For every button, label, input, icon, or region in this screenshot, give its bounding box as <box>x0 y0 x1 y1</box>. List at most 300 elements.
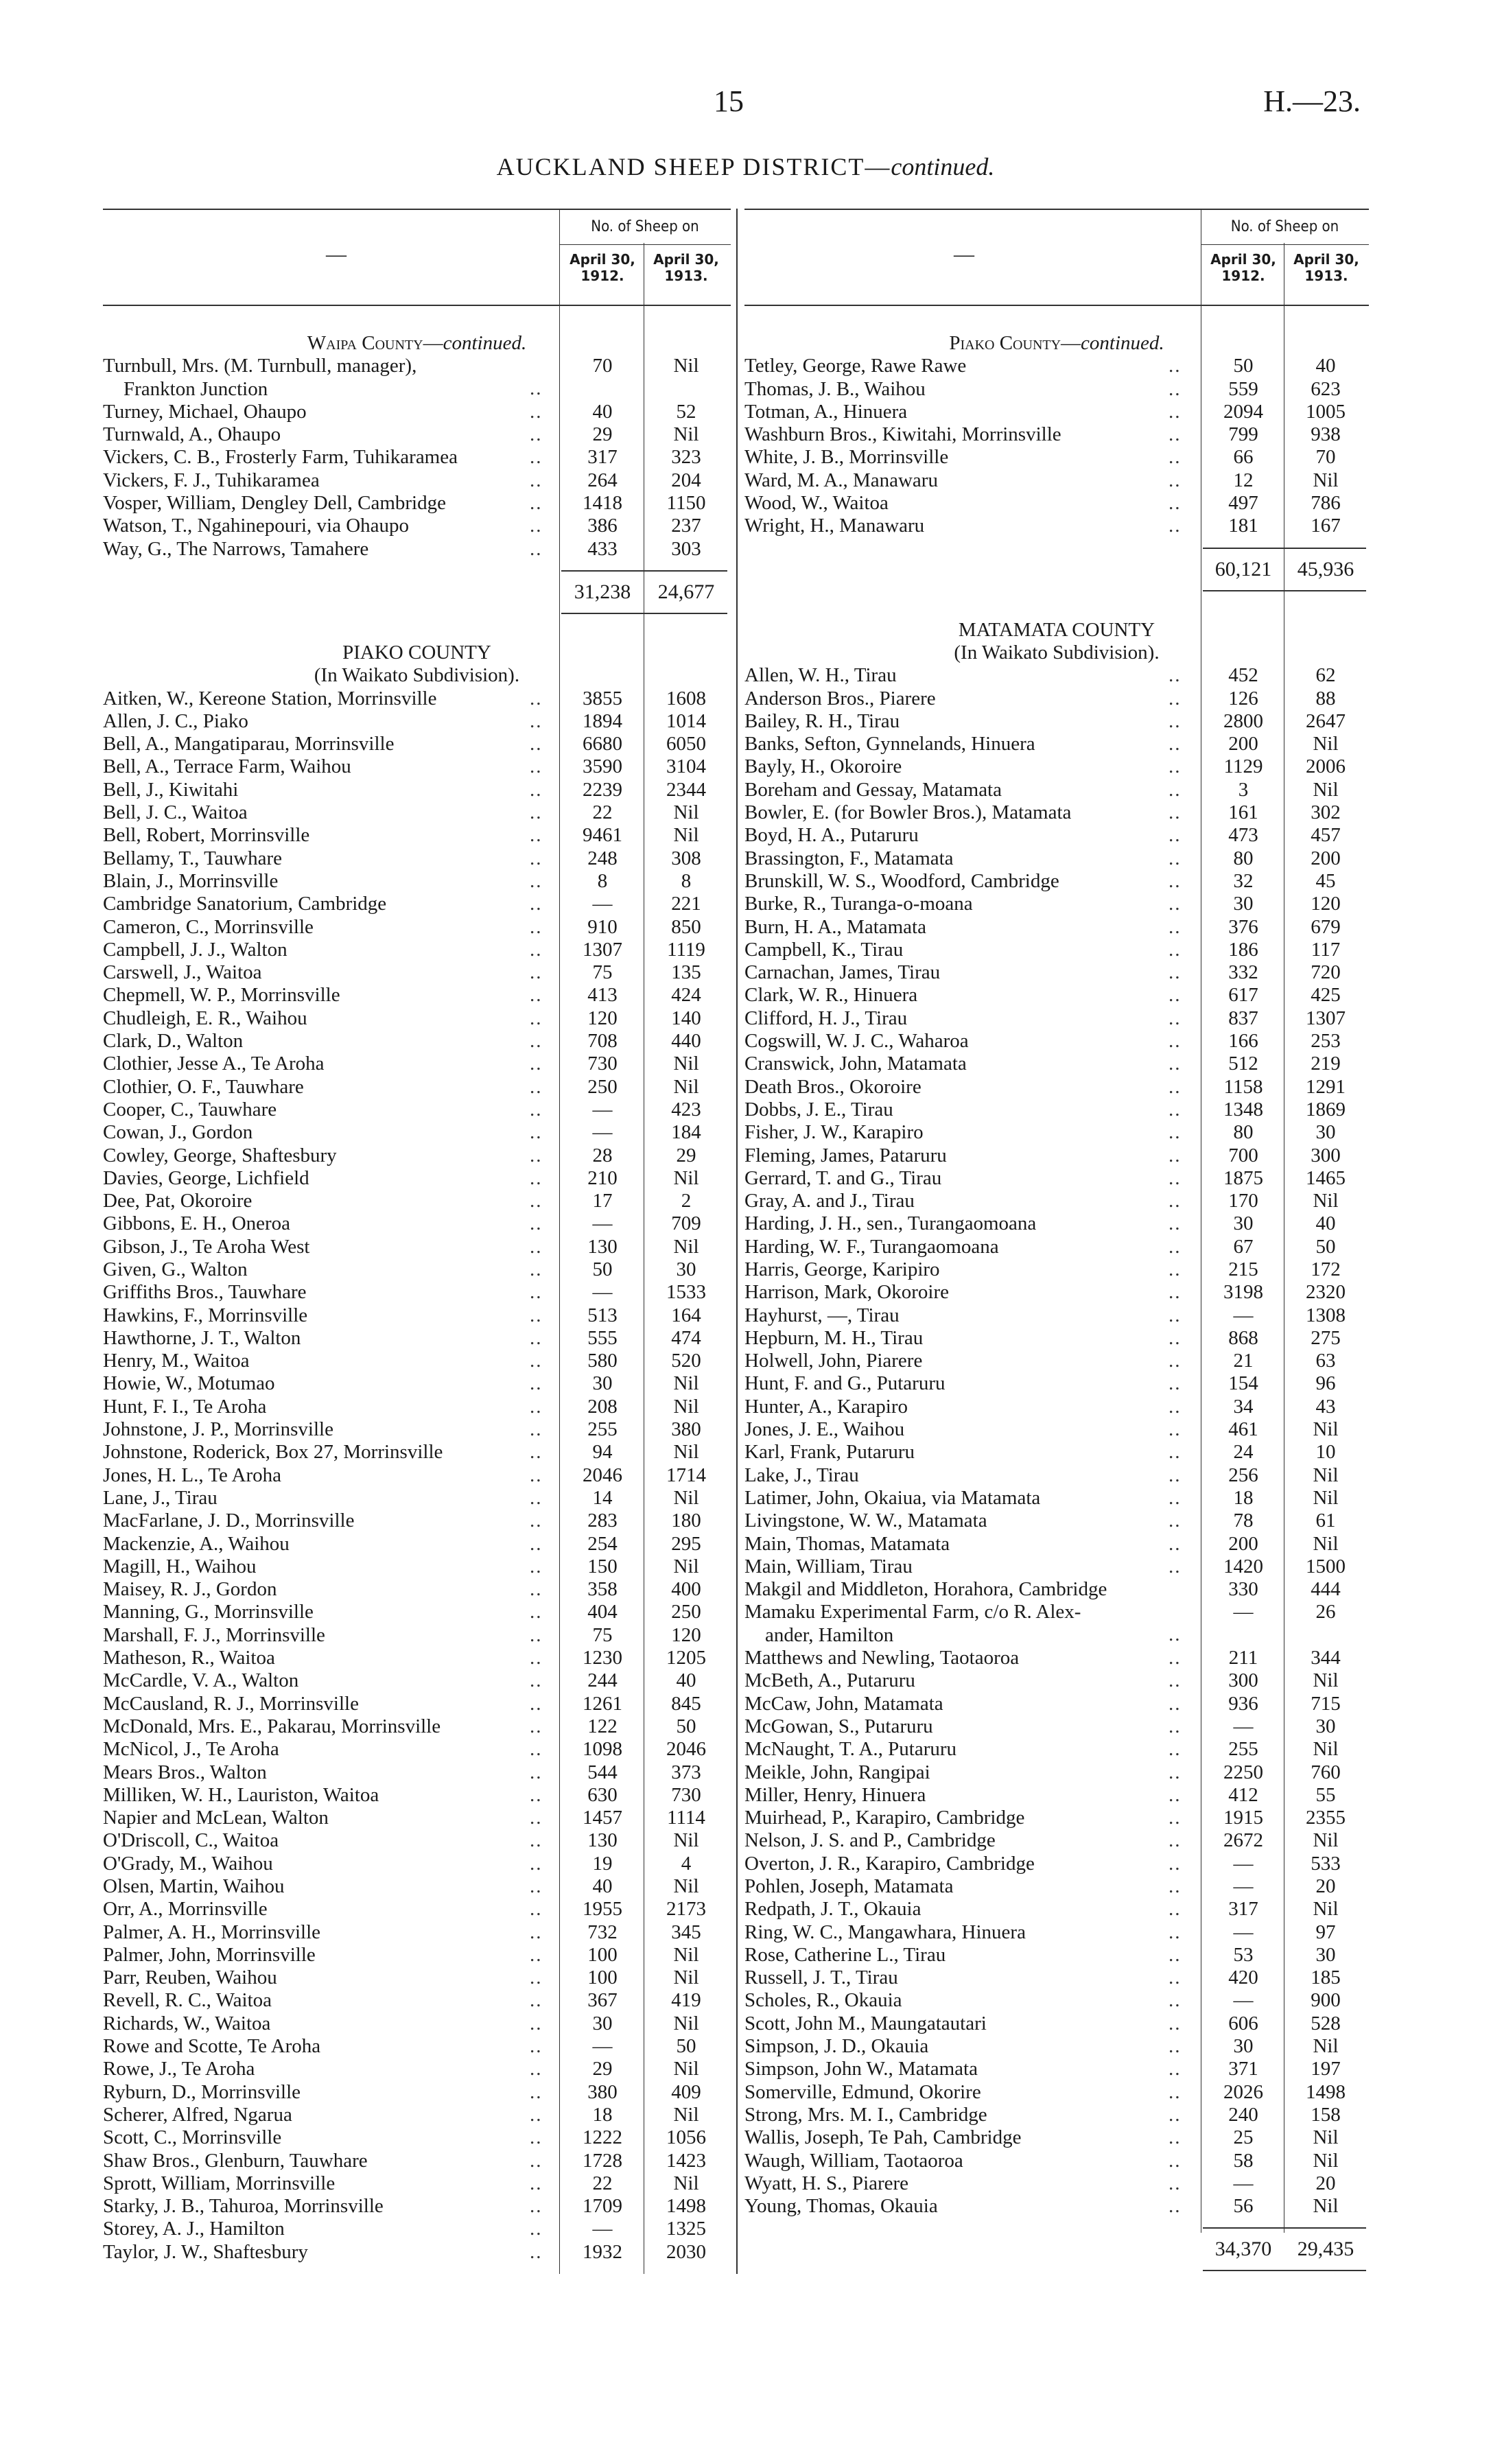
leader-dots: .. <box>530 1555 543 1577</box>
entry-name <box>103 916 542 939</box>
sheep-1912: 126 <box>1228 687 1258 709</box>
leader-dots: .. <box>1169 1486 1182 1509</box>
right-table-body <box>744 306 1369 2271</box>
leader-dots: .. <box>1169 1921 1182 1943</box>
sheep-1912: 208 <box>587 1395 618 1418</box>
matamata-row <box>744 1738 1369 1761</box>
leader-dots: .. <box>530 709 543 732</box>
matamata-row <box>744 1053 1369 1075</box>
piako-row <box>103 1784 731 1807</box>
sheep-1913: 275 <box>1311 1326 1341 1349</box>
matamata-row <box>744 2013 1369 2035</box>
entry-name-line1: Boreham and Gessay, Matamata <box>744 778 1002 801</box>
sheep-1912: 6680 <box>583 733 622 755</box>
entry-name-line1: Gibson, J., Te Aroha West <box>103 1235 310 1258</box>
sheep-1913: 237 <box>671 515 701 537</box>
waipa-county-heading-text: Waipa County— <box>307 332 443 354</box>
sheep-1913: Nil <box>1313 2126 1339 2149</box>
entry-name <box>103 1099 542 1121</box>
sheep-1913: Nil <box>1313 1486 1339 1509</box>
piako-row <box>103 2218 731 2240</box>
sheep-1912: 367 <box>587 1989 618 2012</box>
sheep-1913: Nil <box>1313 1669 1339 1692</box>
entry-name-line1: Vickers, C. B., Frosterly Farm, Tuhikaramea <box>103 446 458 469</box>
left-table-body <box>103 306 731 2264</box>
sheep-1913: 70 <box>1315 446 1336 469</box>
sheep-1912: 32 <box>1233 869 1254 892</box>
leader-dots: .. <box>530 1326 543 1349</box>
sheep-1912: 40 <box>592 1875 613 1897</box>
entry-name-line1: Scholes, R., Okauia <box>744 1989 902 2012</box>
piako-row <box>103 1875 731 1898</box>
sheep-1913: 180 <box>671 1510 701 1532</box>
leader-dots: .. <box>530 2126 543 2149</box>
sheep-1912: 80 <box>1233 1121 1254 1144</box>
sheep-1912: 317 <box>1228 1898 1258 1921</box>
entry-name <box>744 2013 1184 2035</box>
sheep-1913: 400 <box>671 1578 701 1601</box>
sheep-1913: Nil <box>1313 2195 1339 2218</box>
entry-name-line1: Holwell, John, Piarere <box>744 1350 923 1372</box>
sheep-1913: 20 <box>1315 2172 1336 2194</box>
sheep-1913: 1869 <box>1306 1098 1346 1120</box>
sheep-1912: 473 <box>1228 824 1258 847</box>
piako-row <box>103 1304 731 1327</box>
entry-name-line1: Manning, G., Morrinsville <box>103 1601 314 1623</box>
entry-name-line1: Olsen, Martin, Waihou <box>103 1875 285 1897</box>
leader-dots: .. <box>1169 915 1182 938</box>
leader-dots: .. <box>530 687 543 709</box>
sheep-1913: 8 <box>681 869 692 892</box>
leader-dots: .. <box>1169 400 1182 423</box>
entry-name-line1: Scott, C., Morrinsville <box>103 2126 282 2149</box>
sheep-1913: 20 <box>1315 1875 1336 1897</box>
entry-name-line1: Fleming, James, Pataruru <box>744 1144 947 1166</box>
leader-dots: .. <box>1169 1235 1182 1258</box>
entry-name-line1: Scherer, Alfred, Ngarua <box>103 2103 292 2126</box>
sheep-1912: — <box>592 2035 613 2058</box>
entry-name-line2: Frankton Junction <box>124 377 268 400</box>
entry-name-line1: Hayhurst, —, Tirau <box>744 1304 900 1326</box>
sheep-1913: Nil <box>673 2103 699 2126</box>
entry-name <box>744 893 1184 915</box>
sheep-1913: 40 <box>1315 1212 1336 1235</box>
sheep-1913: 300 <box>1311 1144 1341 1166</box>
entry-name <box>103 1738 542 1761</box>
piako-row <box>103 1076 731 1099</box>
sheep-1912: 210 <box>587 1166 618 1189</box>
sheep-1913: 50 <box>676 1715 696 1737</box>
sheep-1912: 8 <box>597 869 608 892</box>
leader-dots: .. <box>1169 1304 1182 1326</box>
sheep-1913: Nil <box>673 1875 699 1897</box>
entry-name <box>744 1281 1184 1304</box>
entry-name <box>744 710 1184 733</box>
entry-name <box>744 1510 1184 1532</box>
sheep-1912: 70 <box>592 355 613 377</box>
piako-row <box>103 961 731 984</box>
matamata-row <box>744 847 1369 870</box>
entry-name <box>103 492 542 515</box>
entry-name-line1: Carswell, J., Waitoa <box>103 961 262 984</box>
sheep-1913: Nil <box>1313 1829 1339 1852</box>
sheep-1912: 1307 <box>583 938 622 961</box>
sheep-1913: Nil <box>1313 1898 1339 1921</box>
sheep-1913: 1307 <box>1306 1007 1346 1029</box>
piako-county-cont-heading-cont: continued. <box>1081 332 1164 354</box>
sheep-1912: 1955 <box>583 1898 622 1921</box>
sheep-1912: 56 <box>1233 2195 1254 2218</box>
sheep-1913: 1119 <box>667 938 705 961</box>
entry-name-line1: Fisher, J. W., Karapiro <box>744 1121 924 1144</box>
sheep-1912: 30 <box>592 2012 613 2034</box>
leader-dots: .. <box>1169 2058 1182 2080</box>
sheep-1912: — <box>1233 1601 1254 1623</box>
sheep-1912: 730 <box>587 1053 618 1075</box>
leader-dots: .. <box>1169 1098 1182 1120</box>
entry-name-line1: Magill, H., Waihou <box>103 1555 257 1577</box>
sheep-1912: 617 <box>1228 984 1258 1007</box>
sheep-1912: 22 <box>592 2172 613 2194</box>
entry-name <box>103 2150 542 2172</box>
sheep-1913: 45 <box>1315 869 1336 892</box>
sheep-1912: 1915 <box>1223 1807 1263 1829</box>
entry-name-line1: Aitken, W., Kereone Station, Morrinsville <box>103 687 437 709</box>
entry-name <box>744 1464 1184 1487</box>
entry-name <box>744 733 1184 755</box>
entry-name <box>744 2126 1184 2149</box>
entry-name <box>744 664 1184 687</box>
sheep-1912: 250 <box>587 1075 618 1098</box>
entry-name <box>103 1372 542 1395</box>
sheep-1912: 18 <box>592 2103 613 2126</box>
leader-dots: .. <box>530 2195 543 2218</box>
entry-name <box>744 2058 1184 2080</box>
sheep-1912: 371 <box>1228 2058 1258 2080</box>
sheep-1912: 80 <box>1233 847 1254 869</box>
matamata-row <box>744 1669 1369 1692</box>
sheep-1913: 1465 <box>1306 1166 1346 1189</box>
leader-dots: .. <box>530 1486 543 1509</box>
leader-dots: .. <box>1169 1395 1182 1418</box>
sheep-1912: — <box>592 1212 613 1235</box>
entry-name <box>744 2150 1184 2172</box>
entry-name-line1: Hawthorne, J. T., Walton <box>103 1326 301 1349</box>
sheep-1912: 3 <box>1238 778 1249 801</box>
entry-name-line1: Latimer, John, Okaiua, via Matamata <box>744 1486 1041 1509</box>
waipa-total-1913: 24,677 <box>657 580 715 603</box>
entry-name-line1: Allen, J. C., Piako <box>103 709 248 732</box>
leader-dots: .. <box>1169 1967 1182 1989</box>
matamata-row <box>744 2150 1369 2172</box>
entry-name-line1: Chudleigh, E. R., Waihou <box>103 1007 307 1029</box>
piako-row <box>103 2058 731 2080</box>
leader-dots: .. <box>1169 1350 1182 1372</box>
entry-name-line1: McCaw, John, Matamata <box>744 1692 943 1715</box>
entry-name <box>103 2218 542 2240</box>
sheep-1912: 555 <box>587 1326 618 1349</box>
piako-cont-row <box>744 401 1369 423</box>
sheep-1912: 58 <box>1233 2149 1254 2172</box>
matamata-row <box>744 1601 1369 1647</box>
leader-dots: .. <box>530 2172 543 2194</box>
entry-name <box>103 1281 542 1304</box>
entry-name <box>103 824 542 847</box>
piako-row <box>103 1647 731 1669</box>
leader-dots: .. <box>1169 377 1182 400</box>
sheep-1912: 25 <box>1233 2126 1254 2149</box>
entry-name-line1: Simpson, J. D., Okauia <box>744 2035 929 2058</box>
sheep-1913: Nil <box>1313 1464 1339 1486</box>
waipa-row <box>103 515 731 537</box>
entry-name <box>744 1601 1184 1647</box>
sheep-count-group-header-right: No. of Sheep on <box>1201 210 1369 245</box>
entry-name <box>744 1030 1184 1053</box>
piako-row <box>103 824 731 847</box>
piako-cont-row <box>744 355 1369 377</box>
entry-name-line1: Jones, H. L., Te Aroha <box>103 1464 282 1486</box>
piako-row <box>103 1167 731 1190</box>
entry-name <box>744 1738 1184 1761</box>
sheep-1913: 850 <box>671 915 701 938</box>
sheep-1913: 845 <box>671 1692 701 1715</box>
entry-name-line1: Allen, W. H., Tirau <box>744 664 897 687</box>
sheep-1913: 323 <box>671 446 701 469</box>
entry-name-line1: Starky, J. B., Tahuroa, Morrinsville <box>103 2195 384 2218</box>
entry-name <box>744 1556 1184 1578</box>
sheep-1912: 28 <box>592 1144 613 1166</box>
matamata-row <box>744 1898 1369 1921</box>
entry-name <box>103 1669 542 1692</box>
sheep-1913: 50 <box>676 2035 696 2058</box>
sheep-1912: 130 <box>587 1235 618 1258</box>
entry-name <box>744 2195 1184 2218</box>
sheep-1912: 75 <box>592 961 613 984</box>
piako-total-1912: 60,121 <box>1214 557 1272 580</box>
sheep-1913: 302 <box>1311 801 1341 824</box>
leader-dots: .. <box>1169 1761 1182 1783</box>
sheep-1913: 250 <box>671 1601 701 1623</box>
leader-dots: .. <box>1169 1212 1182 1235</box>
entry-name <box>103 2013 542 2035</box>
leader-dots: .. <box>1169 1464 1182 1486</box>
leader-dots: .. <box>530 1144 543 1166</box>
entry-name <box>744 1875 1184 1898</box>
entry-name-line1: Cranswick, John, Matamata <box>744 1053 967 1075</box>
sheep-1912: 181 <box>1228 515 1258 537</box>
leader-dots: .. <box>1169 1555 1182 1577</box>
entry-name-line1: Wright, H., Manawaru <box>744 515 925 537</box>
leader-dots: .. <box>530 847 543 869</box>
sheep-1912: 161 <box>1228 801 1258 824</box>
leader-dots: .. <box>1169 801 1182 824</box>
sheep-1913: 1498 <box>666 2195 706 2218</box>
entry-name <box>103 446 542 469</box>
entry-name <box>103 1761 542 1784</box>
entry-name-line1: Boyd, H. A., Putaruru <box>744 824 919 847</box>
sheep-1913: 1714 <box>666 1464 706 1486</box>
sheep-1913: 10 <box>1315 1441 1336 1464</box>
sheep-1912: — <box>592 1098 613 1120</box>
sheep-1912: 256 <box>1228 1464 1258 1486</box>
matamata-row <box>744 984 1369 1007</box>
leader-dots: .. <box>530 1212 543 1235</box>
leader-dots: .. <box>1169 869 1182 892</box>
piako-row <box>103 1601 731 1623</box>
sheep-1913: 172 <box>1311 1258 1341 1280</box>
sheep-1913: 1533 <box>666 1281 706 1304</box>
leader-dots: .. <box>530 2240 543 2263</box>
entry-name <box>744 1327 1184 1350</box>
entry-name-line1: Turney, Michael, Ohaupo <box>103 400 307 423</box>
entry-name-line1: Cogswill, W. J. C., Waharoa <box>744 1030 969 1053</box>
piako-row <box>103 1099 731 1121</box>
piako-cont-row <box>744 515 1369 537</box>
leader-dots: .. <box>1169 515 1182 537</box>
piako-row <box>103 1533 731 1556</box>
entry-name <box>744 401 1184 423</box>
sheep-1913: 185 <box>1311 1967 1341 1989</box>
sheep-1912: 386 <box>587 515 618 537</box>
leader-dots: .. <box>1169 1166 1182 1189</box>
leader-dots: .. <box>530 1098 543 1120</box>
leader-dots: .. <box>530 492 543 515</box>
leader-dots: .. <box>530 423 543 446</box>
matamata-total <box>1203 2227 1366 2271</box>
entry-name <box>103 1693 542 1715</box>
leader-dots: .. <box>530 1030 543 1053</box>
entry-name <box>103 355 542 401</box>
sheep-1912: 12 <box>1233 469 1254 491</box>
entry-name <box>744 469 1184 492</box>
leader-dots: .. <box>1169 1532 1182 1555</box>
matamata-row <box>744 1121 1369 1144</box>
entry-name-line1: Waugh, William, Taotaoroa <box>744 2149 963 2172</box>
piako-row <box>103 1236 731 1258</box>
sheep-1912: 94 <box>592 1441 613 1464</box>
entry-name <box>744 1372 1184 1395</box>
entry-name-line1: Gibbons, E. H., Oneroa <box>103 1212 291 1235</box>
leader-dots: .. <box>1169 2103 1182 2126</box>
entry-name-line1: Johnstone, Roderick, Box 27, Morrinsville <box>103 1441 443 1464</box>
entry-name-line1: Palmer, John, Morrinsville <box>103 1943 316 1966</box>
sheep-1912: 9461 <box>583 824 622 847</box>
sheep-1913: 1498 <box>1306 2080 1346 2103</box>
sheep-1913: 221 <box>671 893 701 915</box>
matamata-row <box>744 961 1369 984</box>
entry-name <box>744 1167 1184 1190</box>
entry-name-line1: Matheson, R., Waitoa <box>103 1647 275 1669</box>
entry-name-line1: Dee, Pat, Okoroire <box>103 1190 253 1212</box>
sheep-1913: 1608 <box>666 687 706 709</box>
piako-row <box>103 1007 731 1030</box>
sheep-1913: Nil <box>1313 1738 1339 1761</box>
sheep-1912: 29 <box>592 423 613 446</box>
sheep-1913: 30 <box>1315 1715 1336 1737</box>
sheep-1912: 380 <box>587 2080 618 2103</box>
piako-row <box>103 1121 731 1144</box>
leader-dots: .. <box>530 1967 543 1989</box>
entry-name-line1: Overton, J. R., Karapiro, Cambridge <box>744 1852 1035 1875</box>
matamata-row <box>744 870 1369 893</box>
entry-name <box>744 916 1184 939</box>
entry-name-line1: Davies, George, Lichfield <box>103 1166 309 1189</box>
sheep-1913: 40 <box>676 1669 696 1692</box>
matamata-row <box>744 1007 1369 1030</box>
entry-name <box>744 423 1184 446</box>
leader-dots: .. <box>530 515 543 537</box>
leader-dots: .. <box>530 1783 543 1806</box>
entry-name <box>744 1053 1184 1075</box>
leader-dots: .. <box>1169 1898 1182 1921</box>
piako-row <box>103 2126 731 2149</box>
leader-dots: .. <box>1169 1053 1182 1075</box>
sheep-1913: 679 <box>1311 915 1341 938</box>
entry-name <box>103 2126 542 2149</box>
entry-name-line1: Parr, Reuben, Waihou <box>103 1967 277 1989</box>
entry-name-line1: Hunt, F. and G., Putaruru <box>744 1372 946 1395</box>
sheep-1913: Nil <box>1313 1418 1339 1441</box>
leader-dots: .. <box>530 1395 543 1418</box>
entry-name <box>744 939 1184 961</box>
leader-dots: .. <box>530 446 543 469</box>
entry-name-line1: Rose, Catherine L., Tirau <box>744 1943 946 1966</box>
sheep-1912: 50 <box>1233 355 1254 377</box>
entry-name-line1: Cowley, George, Shaftesbury <box>103 1144 337 1166</box>
matamata-row <box>744 1167 1369 1190</box>
entry-name-line1: Harding, J. H., sen., Turangaomoana <box>744 1212 1037 1235</box>
sheep-1912: 78 <box>1233 1510 1254 1532</box>
sheep-1913: 40 <box>1315 355 1336 377</box>
entry-name <box>103 893 542 915</box>
sheep-1913: Nil <box>673 1555 699 1577</box>
sheep-1913: 457 <box>1311 824 1341 847</box>
leader-dots: .. <box>1169 984 1182 1007</box>
leader-dots: .. <box>1169 2035 1182 2058</box>
sheep-1913: Nil <box>673 1395 699 1418</box>
entry-name <box>103 515 542 537</box>
matamata-row <box>744 1989 1369 2012</box>
entry-name <box>744 870 1184 893</box>
matamata-county-heading <box>744 619 1369 642</box>
entry-name <box>744 1236 1184 1258</box>
sheep-1913: 63 <box>1315 1350 1336 1372</box>
col-1912-header <box>561 251 644 284</box>
sheep-1912: 166 <box>1228 1030 1258 1053</box>
entry-name-line1: Matthews and Newling, Taotaoroa <box>744 1647 1020 1669</box>
sheep-1913: 2173 <box>666 1898 706 1921</box>
piako-row <box>103 2172 731 2195</box>
sheep-1912: — <box>592 893 613 915</box>
leader-dots: .. <box>530 469 543 491</box>
entry-name <box>103 1076 542 1099</box>
piako-cont-row <box>744 423 1369 446</box>
entry-name <box>103 1121 542 1144</box>
sheep-1912: 606 <box>1228 2012 1258 2034</box>
piako-row <box>103 1944 731 1967</box>
sheep-1912: 170 <box>1228 1190 1258 1212</box>
entry-name <box>744 2104 1184 2126</box>
entry-name-line1: Burke, R., Turanga-o-moana <box>744 893 973 915</box>
sheep-1913: 120 <box>671 1623 701 1646</box>
leader-dots: .. <box>1169 1075 1182 1098</box>
entry-name-line1: Clothier, Jesse A., Te Aroha <box>103 1053 325 1075</box>
sheep-1912: 120 <box>587 1007 618 1029</box>
sheep-1912: 3198 <box>1223 1281 1263 1304</box>
piako-row <box>103 1693 731 1715</box>
matamata-total-1913: 29,435 <box>1297 2238 1354 2261</box>
sheep-1913: 760 <box>1311 1761 1341 1783</box>
